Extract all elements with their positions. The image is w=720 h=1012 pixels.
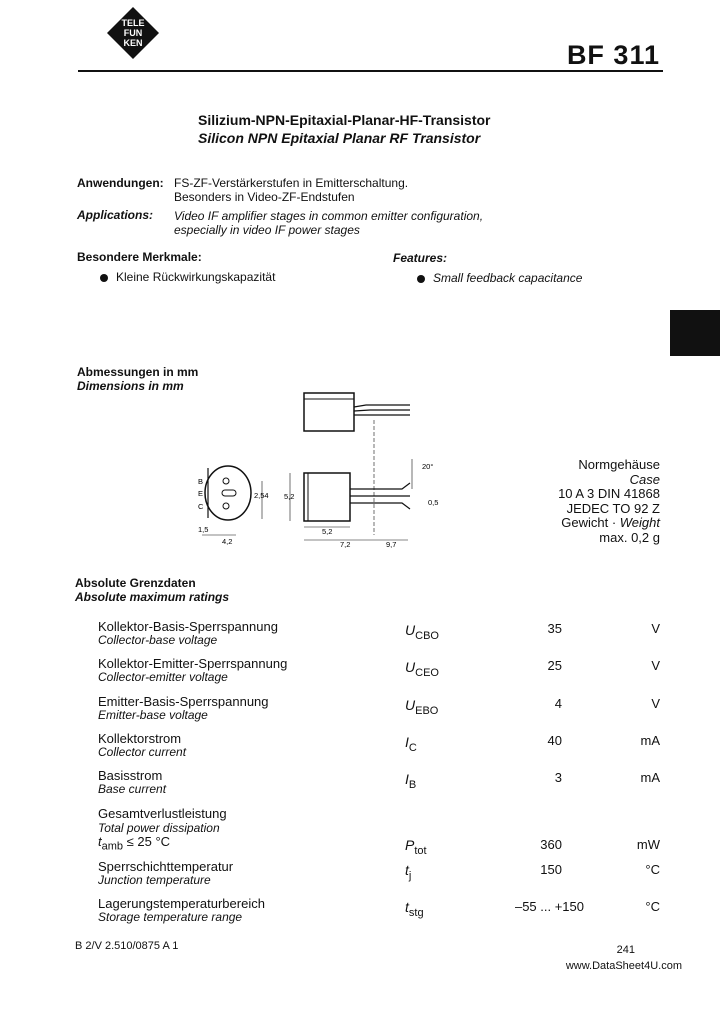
- junction-value: 150: [540, 862, 562, 877]
- rating-row-de: Emitter-Basis-Sperrspannung: [98, 694, 269, 709]
- rating-row-unit: V: [651, 621, 660, 636]
- bullet-icon: [100, 274, 108, 282]
- rating-row-value: 40: [547, 733, 562, 748]
- logo-line-3: KEN: [123, 38, 143, 48]
- case-line-4: JEDEC TO 92 Z: [566, 500, 660, 516]
- storage-symbol: $t_{stg}$: [405, 899, 424, 919]
- storage-value: –55 ... +150: [514, 899, 584, 914]
- features-de-item: [100, 270, 275, 284]
- rating-row-symbol: $I_C$: [405, 734, 417, 754]
- features-en-item: [417, 271, 582, 285]
- power-value: 360: [540, 837, 562, 852]
- dim-1-5: 1,5: [198, 525, 209, 534]
- applications-en-line1: Video IF amplifier stages in common emitter configuration,: [174, 209, 484, 223]
- rating-row-en: Collector current: [98, 745, 187, 759]
- features-de-label: Besondere Merkmale:: [77, 250, 202, 264]
- dim-5-2-height: 5,2: [284, 492, 295, 501]
- dim-4-2: 4,2: [222, 537, 233, 546]
- applications-de-line1: FS-ZF-Verstärkerstufen in Emitterschaltung.: [174, 176, 409, 190]
- case-line-3: 10 A 3 DIN 41868: [558, 486, 660, 501]
- rating-row-symbol: $I_B$: [405, 771, 417, 791]
- title-en: Silicon NPN Epitaxial Planar RF Transistor: [198, 130, 481, 146]
- power-unit: mW: [636, 837, 660, 852]
- telefunken-logo: [105, 5, 161, 61]
- case-info: [558, 458, 660, 545]
- website-watermark[interactable]: www.DataSheet4U.com: [565, 960, 682, 972]
- rating-row-symbol: $U_{EBO}$: [405, 697, 439, 717]
- junction-symbol: $t_j$: [405, 862, 412, 882]
- dim-5-2-width: 5,2: [322, 527, 333, 536]
- applications-en-label: Applications:: [77, 208, 154, 222]
- power-condition: $t_{amb} \le 25$ °C: [98, 834, 171, 853]
- applications-de-line2: Besonders in Video-ZF-Endstufen: [174, 190, 355, 204]
- dim-2-54: 2,54: [254, 491, 269, 500]
- rating-row-value: 3: [554, 770, 562, 785]
- dimensions-de-label: Abmessungen in mm: [77, 365, 199, 379]
- applications-de-label: Anwendungen:: [77, 176, 164, 190]
- rating-row-unit: mA: [640, 770, 660, 785]
- dim-0-5: 0,5: [428, 498, 439, 507]
- part-number: BF 311: [566, 40, 660, 70]
- weight-en: Weight: [619, 515, 660, 530]
- rating-row-value: 4: [554, 696, 562, 711]
- rating-row-en: Base current: [98, 782, 167, 796]
- power-symbol: $P_{tot}$: [405, 837, 427, 857]
- title-de: Silizium-NPN-Epitaxial-Planar-HF-Transistor: [198, 112, 491, 128]
- rating-row-de: Kollektor-Basis-Sperrspannung: [98, 619, 278, 634]
- rating-row-en: Collector-emitter voltage: [98, 670, 228, 684]
- dim-angle-20: 20°: [422, 462, 434, 471]
- logo-line-2: FUN: [123, 28, 143, 38]
- section-tab-marker: [670, 310, 720, 356]
- weight-sep: ·: [608, 515, 620, 530]
- junction-unit: °C: [645, 862, 660, 877]
- features-en-label: Features:: [393, 251, 448, 265]
- pin-label-c: C: [198, 502, 204, 511]
- header-rule: [78, 70, 663, 72]
- ratings-de-label: Absolute Grenzdaten: [75, 576, 196, 590]
- page-number: 241: [616, 944, 635, 956]
- dimensions-en-label: Dimensions in mm: [77, 379, 184, 393]
- case-weight-value: max. 0,2 g: [599, 529, 660, 545]
- weight-de: Gewicht: [561, 515, 609, 530]
- dim-7-2: 7,2: [340, 540, 351, 549]
- dim-9-7: 9,7: [386, 540, 397, 549]
- rating-row-symbol: $U_{CEO}$: [405, 659, 439, 679]
- rating-row-value: 35: [547, 621, 562, 636]
- power-de: Gesamtverlustleistung: [98, 806, 227, 821]
- rating-row-unit: V: [651, 696, 660, 711]
- logo-line-1: TELE: [121, 18, 145, 28]
- rating-row-en: Collector-base voltage: [98, 633, 218, 647]
- rating-row-value: 25: [547, 658, 562, 673]
- storage-de: Lagerungstemperaturbereich: [98, 896, 265, 911]
- storage-unit: °C: [645, 899, 660, 914]
- features-de-item-text: Kleine Rückwirkungskapazität: [116, 270, 276, 284]
- junction-de: Sperrschichttemperatur: [98, 859, 234, 874]
- case-weight: [558, 516, 660, 531]
- power-en: Total power dissipation: [98, 821, 220, 835]
- rating-row-symbol: $U_{CBO}$: [405, 622, 439, 642]
- rating-row-unit: mA: [640, 733, 660, 748]
- ratings-en-label: Absolute maximum ratings: [75, 590, 230, 604]
- features-en-item-text: Small feedback capacitance: [433, 271, 583, 285]
- rating-row-en: Emitter-base voltage: [98, 708, 208, 722]
- rating-row-unit: V: [651, 658, 660, 673]
- rating-row-de: Kollektorstrom: [98, 731, 182, 746]
- rating-row-de: Basisstrom: [98, 768, 163, 783]
- pin-label-e: E: [198, 489, 204, 498]
- package-dimension-drawing: [190, 385, 460, 555]
- bullet-icon: [417, 275, 425, 283]
- case-line-1: Normgehäuse: [578, 457, 660, 472]
- storage-en: Storage temperature range: [98, 910, 243, 924]
- document-code: B 2/V 2.510/0875 A 1: [75, 940, 179, 952]
- pin-label-b: B: [198, 477, 204, 486]
- case-line-2: Case: [629, 471, 660, 487]
- rating-row-de: Kollektor-Emitter-Sperrspannung: [98, 656, 288, 671]
- junction-en: Junction temperature: [98, 873, 211, 887]
- applications-en-line2: especially in video IF power stages: [174, 223, 360, 237]
